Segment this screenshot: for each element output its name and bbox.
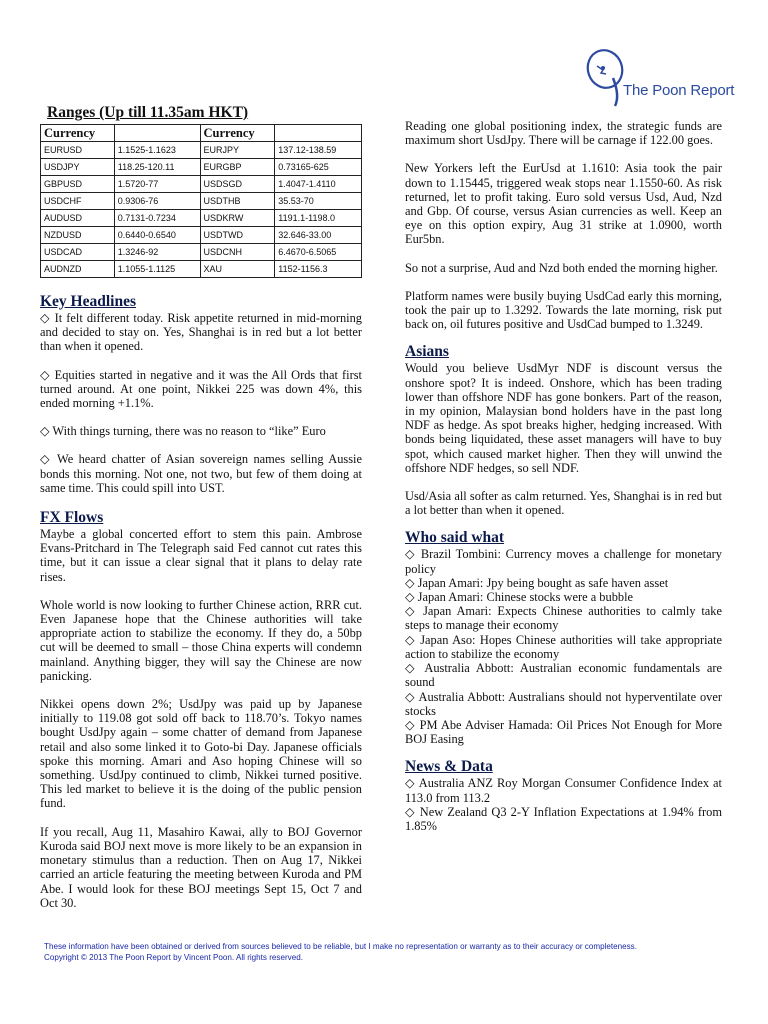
range-value-cell: 1.3246-92 bbox=[114, 244, 200, 261]
currency-pair-cell: EURGBP bbox=[200, 159, 275, 176]
quote-item: ◇ PM Abe Adviser Hamada: Oil Prices Not Enough for More BOJ Easing bbox=[405, 717, 722, 747]
intro-paragraph: Reading one global positioning index, the strategic funds are maximum short UsdJpy. There will be carnage if 122.00 goes. bbox=[405, 119, 722, 148]
poon-report-logo bbox=[583, 48, 743, 110]
currency-pair-cell: AUDNZD bbox=[41, 261, 115, 278]
quote-item: ◇ Japan Amari: Chinese stocks were a bubble bbox=[405, 590, 634, 605]
currency-pair-cell: AUDUSD bbox=[41, 210, 115, 227]
quote-item: ◇ Japan Amari: Jpy being bought as safe haven asset bbox=[405, 575, 669, 590]
currency-pair-cell: XAU bbox=[200, 261, 275, 278]
asians-paragraph: Usd/Asia all softer as calm returned. Yes, Shanghai is in red but a lot better than when it opened. bbox=[405, 489, 722, 518]
quote-item: ◇ Japan Aso: Hopes Chinese authorities will take appropriate action to stabilize the economy bbox=[405, 632, 722, 661]
ranges-title: Ranges (Up till 11.35am HKT) bbox=[47, 104, 249, 121]
quote-item: ◇ Japan Amari: Expects Chinese authorities to calmly take steps to manage their economy bbox=[405, 604, 722, 633]
range-value-cell: 1.5720-77 bbox=[114, 176, 200, 193]
range-value-cell: 1191.1-1198.0 bbox=[275, 210, 362, 227]
headline-item: ◇ With things turning, there was no reason to “like” Euro bbox=[40, 424, 326, 439]
currency-pair-cell: USDJPY bbox=[41, 159, 115, 176]
ranges-row bbox=[41, 227, 362, 244]
quote-item: ◇ Australia Abbott: Australian economic fundamentals are sound bbox=[405, 661, 722, 690]
range-value-cell: 0.6440-0.6540 bbox=[114, 227, 200, 244]
intro-paragraph: So not a surprise, Aud and Nzd both ended the morning higher. bbox=[405, 260, 718, 275]
range-value-cell: 32.646-33.00 bbox=[275, 227, 362, 244]
section-title-news-data: News & Data bbox=[405, 758, 493, 776]
currency-pair-cell: USDTWD bbox=[200, 227, 275, 244]
headline-item: ◇ It felt different today. Risk appetite returned in mid-morning and decided to stay on. Yes, Shanghai is in red but a lot better than when it opened. bbox=[40, 311, 362, 354]
intro-paragraph: Platform names were busily buying UsdCad early this morning, took the pair up to 1.3292. Towards the late morning, risk put back on, oil futures positive and UsdCad bumped to 1.3249. bbox=[405, 288, 722, 332]
range-value-cell: 0.73165-625 bbox=[275, 159, 362, 176]
currency-header: Currency bbox=[41, 125, 115, 142]
range-value-cell: 1152-1156.3 bbox=[275, 261, 362, 278]
range-value-cell: 6.4670-6.5065 bbox=[275, 244, 362, 261]
range-value-cell: 1.1055-1.1125 bbox=[114, 261, 200, 278]
range-value-cell: 1.4047-1.4110 bbox=[275, 176, 362, 193]
range-value-cell: 0.7131-0.7234 bbox=[114, 210, 200, 227]
currency-pair-cell: USDTHB bbox=[200, 193, 275, 210]
range-value-cell: 1.1525-1.1623 bbox=[114, 142, 200, 159]
left-column bbox=[40, 104, 362, 910]
ranges-header-row bbox=[41, 125, 362, 142]
fx-flows-paragraph: Nikkei opens down 2%; UsdJpy was paid up by Japanese initially to 119.08 got sold off back to 118.70’s. Tokyo names bought UsdJpy again – some chatter of demand from Japanese retail and also some linked it to Goto-bi Day. Japanese officials spoke this morning. Amari and Aso hoping Chinese will so something. UsdJpy continued to climb, Nikkei turned positive. This led market to believe it is the doing of the public pension fund. bbox=[40, 697, 362, 811]
currency-pair-cell: USDSGD bbox=[200, 176, 275, 193]
section-title-fx-flows: FX Flows bbox=[40, 509, 104, 527]
currency-pair-cell: USDCHF bbox=[41, 193, 115, 210]
news-item: ◇ Australia ANZ Roy Morgan Consumer Confidence Index at 113.0 from 113.2 bbox=[405, 776, 722, 805]
currency-pair-cell: USDCNH bbox=[200, 244, 275, 261]
news-item: ◇ New Zealand Q3 2-Y Inflation Expectations at 1.94% from 1.85% bbox=[405, 804, 722, 833]
currency-pair-cell: EURUSD bbox=[41, 142, 115, 159]
range-value-cell: 137.12-138.59 bbox=[275, 142, 362, 159]
currency-pair-cell: GBPUSD bbox=[41, 176, 115, 193]
intro-paragraph: New Yorkers left the EurUsd at 1.1610: Asia took the pair down to 1.15445, triggered weak stops near 1.1550-60. As risk returned, let to profit taking. Euro sold versus Usd, Aud, Nzd and Gbp. Of course, versus Asian currencies as well. Keep an eye on this option expiry, Aug 31 strike at 1.0900, worth Eur5bn. bbox=[405, 161, 722, 247]
right-column bbox=[405, 119, 722, 833]
footer-copyright: Copyright © 2013 The Poon Report by Vincent Poon. All rights reserved. bbox=[44, 953, 303, 962]
currency-header: Currency bbox=[200, 125, 275, 142]
quote-item: ◇ Brazil Tombini: Currency moves a challenge for monetary policy bbox=[405, 547, 722, 576]
headline-item: ◇ We heard chatter of Asian sovereign names selling Aussie bonds this morning. Not one, not two, but few of them doing at same time. This could spill into UST. bbox=[40, 452, 362, 495]
ranges-row bbox=[41, 244, 362, 261]
ranges-row bbox=[41, 193, 362, 210]
ranges-row bbox=[41, 142, 362, 159]
ranges-row bbox=[41, 210, 362, 227]
range-value-cell: 0.9306-76 bbox=[114, 193, 200, 210]
currency-pair-cell: EURJPY bbox=[200, 142, 275, 159]
ranges-row bbox=[41, 176, 362, 193]
footer bbox=[44, 941, 754, 963]
currency-pair-cell: NZDUSD bbox=[41, 227, 115, 244]
fx-flows-paragraph: Whole world is now looking to further Chinese action, RRR cut. Even Japanese hope that the Chinese authorities will take appropriate action to stabilize the economy. If they do, a 50bp cut will be deemed to small – those China experts will condemn mainland. Anything bigger, they will say the Chinese are now panicking. bbox=[40, 597, 362, 683]
asians-paragraph: Would you believe UsdMyr NDF is discount versus the onshore spot? It is indeed. Onshore, which has been trading lower than offshore NDF has gone bonkers. Part of the reason, in my opinion, Malaysian bond holders have in the past long NDF as hedge. As spot breaks higher, hedging increased. With bonds being liquidated, these asset managers will have to buy spot, which caused market higher. Then they will unwind the offshore NDF hedges, so sell NDF. bbox=[405, 361, 722, 475]
quote-item: ◇ Australia Abbott: Australians should not hyperventilate over stocks bbox=[405, 689, 722, 718]
range-header bbox=[275, 125, 362, 142]
fx-flows-paragraph: Maybe a global concerted effort to stem this pain. Ambrose Evans-Pritchard in The Telegraph said Fed cannot cut rates this time, but it can issue a clear signal that it plans to delay rate rises. bbox=[40, 527, 362, 584]
headline-item: ◇ Equities started in negative and it was the All Ords that first turned around. At one point, Nikkei 225 was down 4%, this ended morning +1.1%. bbox=[40, 367, 362, 411]
ranges-row bbox=[41, 159, 362, 176]
footer-disclaimer: These information have been obtained or derived from sources believed to be reliable, but I make no representation or warranty as to their accuracy or completeness. bbox=[44, 942, 637, 951]
brand-name: The Poon Report bbox=[623, 82, 735, 99]
range-value-cell: 118.25-120.11 bbox=[114, 159, 200, 176]
currency-pair-cell: USDCAD bbox=[41, 244, 115, 261]
range-value-cell: 35.53-70 bbox=[275, 193, 362, 210]
section-title-asians: Asians bbox=[405, 343, 449, 361]
ranges-row bbox=[41, 261, 362, 278]
fx-flows-paragraph: If you recall, Aug 11, Masahiro Kawai, ally to BOJ Governor Kuroda said BOJ next move is more likely to be an expansion in monetary stimulus than a reduction. Then on Aug 17, Nikkei carried an article featuring the meeting between Kuroda and PM Abe. I would look for these BOJ meetings Sept 15, Oct 7 and Oct 30. bbox=[40, 824, 362, 910]
section-title-key-headlines: Key Headlines bbox=[40, 293, 137, 310]
range-header bbox=[114, 125, 200, 142]
currency-pair-cell: USDKRW bbox=[200, 210, 275, 227]
ranges-table bbox=[40, 124, 362, 278]
section-title-who-said-what: Who said what bbox=[405, 529, 505, 547]
